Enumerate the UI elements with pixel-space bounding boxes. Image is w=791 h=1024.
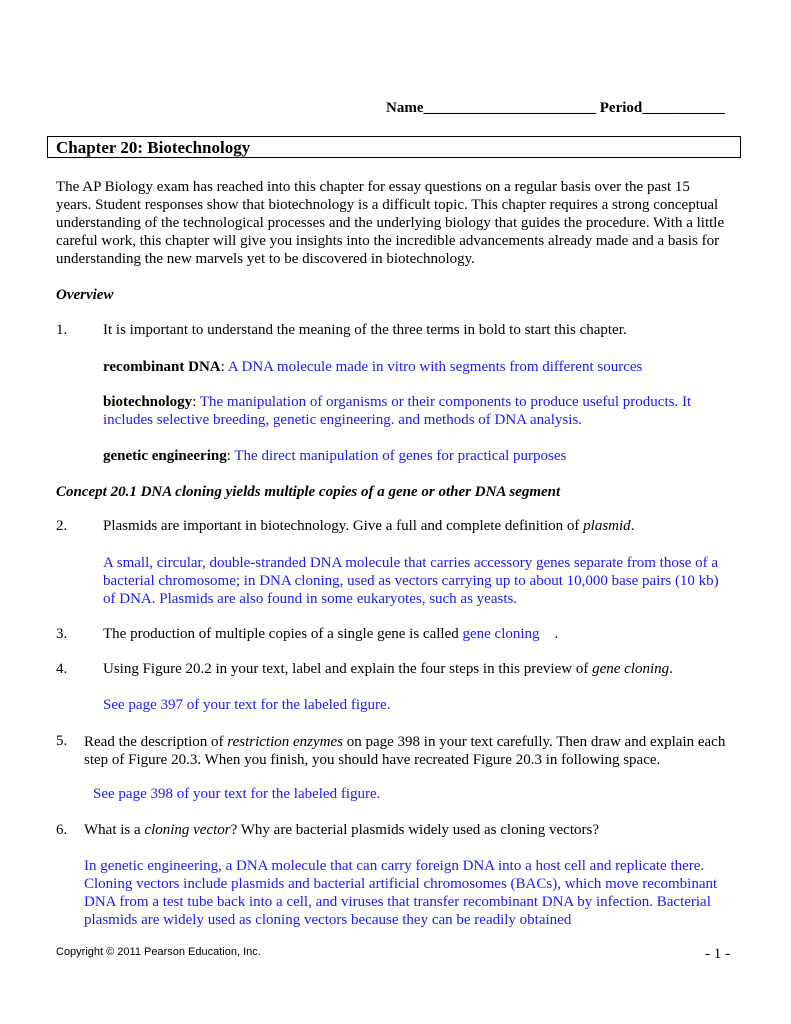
q4-answer: See page 397 of your text for the labeled figure. (103, 697, 391, 713)
q1-question: It is important to understand the meaning of the three terms in bold to start this chapter. (103, 322, 627, 338)
q6-answer: In genetic engineering, a DNA molecule that can carry foreign DNA into a host cell and replicate there. Cloning vectors include plasmids and bacterial artificial chromosomes (BACs), which move recombinant DNA from a test tube back into a cell, and viruses that transfer recombinant DNA by infection. Bacterial plasmids are widely used as cloning vectors because they can be readily obtained (84, 858, 718, 928)
q4-number: 4. (56, 661, 68, 677)
copyright: Copyright © 2011 Pearson Education, Inc. (56, 946, 261, 958)
q5-number: 5. (56, 733, 68, 749)
concept-heading: Concept 20.1 DNA cloning yields multiple copies of a gene or other DNA segment (56, 484, 561, 500)
q3-question: The production of multiple copies of a single gene is called gene cloning . (103, 626, 559, 642)
term-definition: A DNA molecule made in vitro with segments from different sources (227, 359, 643, 375)
period-blank: ___________ (642, 100, 725, 116)
overview-heading: Overview (56, 287, 114, 303)
q1-number: 1. (56, 322, 68, 338)
period-label: Period (599, 100, 643, 116)
term-recombinant-dna: recombinant DNA: A DNA molecule made in vitro with segments from different sources (103, 359, 643, 375)
q6-number: 6. (56, 822, 68, 838)
q6-question: What is a cloning vector? Why are bacterial plasmids widely used as cloning vectors? (84, 822, 599, 838)
q4-question: Using Figure 20.2 in your text, label and explain the four steps in this preview of gene cloning. (103, 661, 673, 677)
term-definition: The direct manipulation of genes for practical purposes (234, 448, 567, 464)
q2-answer: A small, circular, double-stranded DNA molecule that carries accessory genes separate from those of a bacterial chromosome; in DNA cloning, used as vectors carrying up to about 10,000 base pairs (10 kb) of DNA. Plasmids are also found in some eukaryotes, such as yeasts. (103, 555, 719, 607)
intro-paragraph: The AP Biology exam has reached into this chapter for essay questions on a regular basis over the past 15 years. Student responses show that biotechnology is a difficult topic. This chapter requires a strong conceptual understanding of the technological processes and the underlying biology that guides the procedure. With a little careful work, this chapter will give you insights into the incredible advancements already made and a basis for understanding the new marvels yet to be discovered in biotechnology. (56, 179, 725, 267)
q5-question: Read the description of restriction enzymes on page 398 in your text carefully. Then draw and explain each step of Figure 20.3. When you finish, you should have recreated Figure 20.3 in following space. (84, 734, 726, 768)
term-label: recombinant DNA (103, 359, 221, 375)
term-label: genetic engineering (103, 448, 227, 464)
q3-answer: gene cloning (462, 626, 540, 642)
page-number: - 1 - (705, 946, 730, 962)
term-genetic-engineering: genetic engineering: The direct manipulation of genes for practical purposes (103, 448, 567, 464)
q3-number: 3. (56, 626, 68, 642)
name-label: Name (386, 100, 424, 116)
term-biotechnology: biotechnology: The manipulation of organisms or their components to produce useful products. It includes selective breeding, genetic engineering. and methods of DNA analysis. (103, 394, 692, 428)
q5-answer: See page 398 of your text for the labeled figure. (93, 786, 381, 802)
term-definition: The manipulation of organisms or their components to produce useful products. It includes selective breeding, genetic engineering. and methods of DNA analysis. (103, 394, 692, 428)
term-label: biotechnology (103, 394, 193, 410)
name-blank: _______________________ (423, 100, 596, 116)
chapter-title: Chapter 20: Biotechnology (56, 138, 251, 157)
name-period-line (386, 100, 725, 117)
q2-question: Plasmids are important in biotechnology. Give a full and complete definition of plasmid. (103, 518, 635, 534)
q2-number: 2. (56, 518, 68, 534)
